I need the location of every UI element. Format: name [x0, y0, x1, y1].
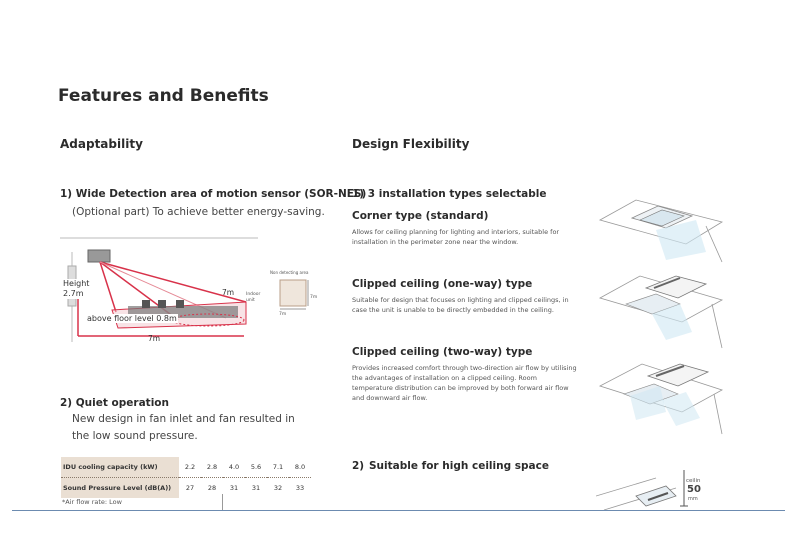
- table-cell: 2.8: [206, 463, 218, 471]
- distance-7m-label: 7m: [222, 288, 235, 297]
- side-7m-label: 7m: [279, 312, 287, 317]
- page-title: Features and Benefits: [58, 86, 269, 106]
- quiet-operation-title: 2) Quiet operation: [60, 397, 169, 409]
- table-cell: 31: [251, 484, 261, 492]
- table-row: [61, 478, 311, 499]
- floor-level-label: above floor level 0.8m: [87, 314, 177, 323]
- seat-shape: [158, 300, 166, 308]
- distance-7m-label: 7m: [148, 334, 161, 343]
- seat-shape: [142, 300, 150, 308]
- plan-area: [280, 280, 306, 306]
- height-value: 2.7m: [63, 289, 84, 298]
- table-cell: 33: [295, 484, 305, 492]
- table-cell: 2.2: [184, 463, 196, 471]
- corner-type-title: Corner type (standard): [352, 210, 489, 222]
- quiet-operation-line2: the low sound pressure.: [72, 430, 198, 442]
- table-cell: 4.0: [228, 463, 240, 471]
- non-detecting-label: Non detecting area: [270, 270, 309, 275]
- table-cell: 8.0: [294, 463, 306, 471]
- one-way-type-title: Clipped ceiling (one-way) type: [352, 278, 533, 290]
- seat-shape: [176, 300, 184, 308]
- corner-type-desc: Allows for ceiling planning for lighting and interiors, suitable for installation in the perimeter zone near the window.: [352, 228, 560, 246]
- column-divider: [222, 494, 223, 510]
- one-way-type-desc: Suitable for design that focuses on lighting and clipped ceilings, in case the unit is unable to be directly embedded in the ceiling.: [352, 296, 569, 314]
- ceiling-label: ceilin: [686, 478, 701, 484]
- table-cell: 28: [207, 484, 217, 492]
- motion-sensor-diagram: [58, 232, 320, 348]
- indoor-unit-shape: [88, 250, 110, 262]
- motion-sensor-title: 1) Wide Detection area of motion sensor (SOR-NES): [60, 188, 367, 200]
- side-7m-label: 7m: [310, 295, 318, 300]
- quiet-operation-line1: New design in fan inlet and fan resulted in: [72, 413, 295, 425]
- table-cell: 5.6: [250, 463, 262, 471]
- table-row: [61, 457, 311, 478]
- height-label: Height: [63, 279, 90, 288]
- corner-type-illustration: [596, 196, 726, 266]
- table-row-label: Sound Pressure Level (dB(A)): [61, 478, 179, 499]
- adaptability-heading: Adaptability: [60, 137, 143, 151]
- ceiling-unit: mm: [688, 496, 698, 502]
- two-way-type-desc: Provides increased comfort through two-direction air flow by utilising the advantages of installation on a clipped ceiling. Room temperature distribution can be improved by both forward air flow and downward air flow.: [352, 364, 577, 402]
- table-cell: 31: [229, 484, 239, 492]
- installation-types-title: 1) 3 installation types selectable: [352, 188, 547, 200]
- two-way-type-illustration: [596, 356, 726, 436]
- air-flow-note: *Air flow rate: Low: [62, 498, 122, 506]
- sound-spec-table: [61, 457, 311, 498]
- ceiling-value: 50: [687, 484, 701, 495]
- table-cell: 32: [273, 484, 283, 492]
- two-way-type-title: Clipped ceiling (two-way) type: [352, 346, 533, 358]
- indoor-unit-label: Indoor unit: [246, 292, 261, 303]
- detection-ray: [100, 262, 116, 312]
- footer-rule: [12, 510, 785, 511]
- table-cell: 7.1: [272, 463, 284, 471]
- high-ceiling-title: Suitable for high ceiling space: [369, 460, 549, 472]
- high-ceiling-illustration: [596, 466, 726, 510]
- table-row-label: IDU cooling capacity (kW): [61, 457, 179, 478]
- design-flexibility-heading: Design Flexibility: [352, 137, 470, 151]
- high-ceiling-num: 2): [352, 460, 365, 472]
- one-way-type-illustration: [596, 270, 726, 350]
- motion-sensor-desc: (Optional part) To achieve better energy-saving.: [72, 206, 325, 218]
- height-label-box: [63, 279, 89, 299]
- table-cell: 27: [185, 484, 195, 492]
